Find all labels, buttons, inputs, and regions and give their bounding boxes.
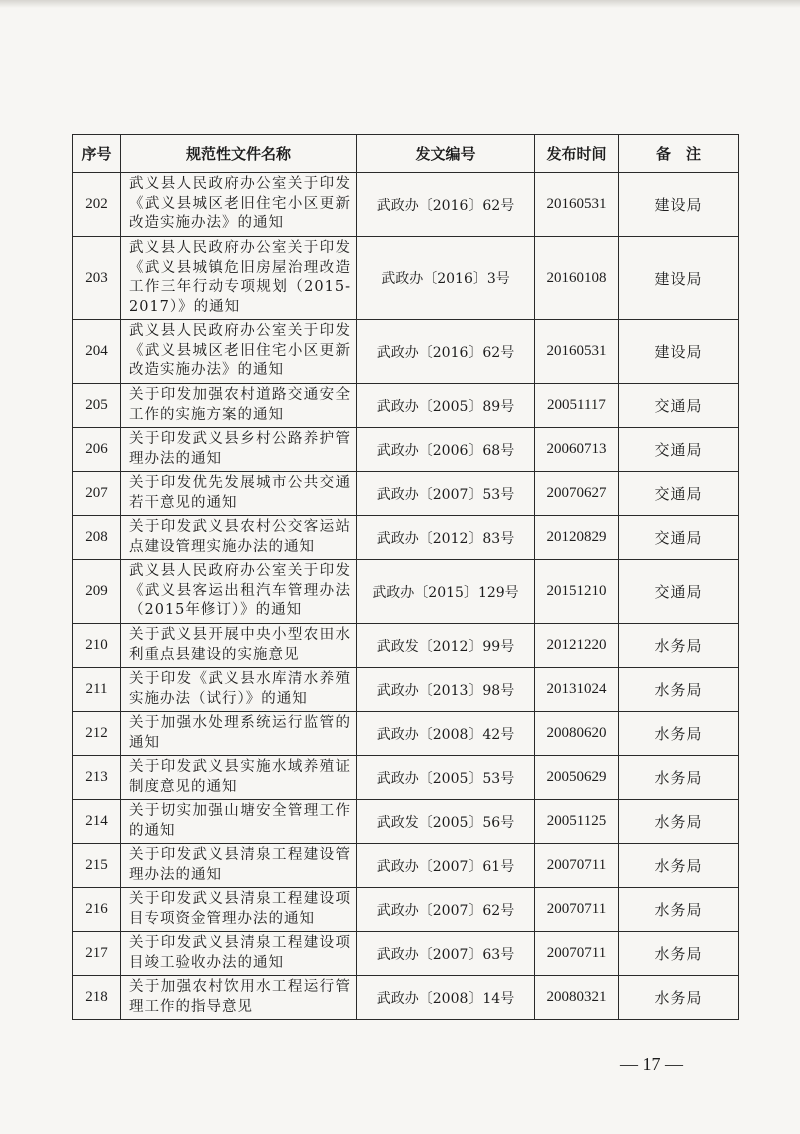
table-row	[73, 472, 739, 516]
row-date-cell: 20080321	[535, 976, 619, 1020]
row-note-cell: 交通局	[619, 428, 739, 472]
row-note-cell: 水务局	[619, 712, 739, 756]
row-doc-no-cell: 武政办〔2007〕61号	[357, 844, 535, 888]
table-row	[73, 844, 739, 888]
table-row	[73, 800, 739, 844]
row-name-cell: 关于印发优先发展城市公共交通若干意见的通知	[121, 472, 357, 516]
row-note-cell: 建设局	[619, 237, 739, 320]
row-name-cell: 武义县人民政府办公室关于印发《武义县客运出租汽车管理办法（2015年修订）》的通知	[121, 560, 357, 624]
row-name-cell: 关于武义县开展中央小型农田水利重点县建设的实施意见	[121, 624, 357, 668]
row-date-cell: 20120829	[535, 516, 619, 560]
header-note: 备 注	[619, 135, 739, 173]
row-note-cell: 水务局	[619, 888, 739, 932]
row-doc-no-cell: 武政办〔2005〕89号	[357, 384, 535, 428]
page-number: — 17 —	[620, 1054, 683, 1074]
row-seq-cell: 217	[73, 932, 121, 976]
row-doc-no-cell: 武政办〔2008〕14号	[357, 976, 535, 1020]
row-seq-cell: 213	[73, 756, 121, 800]
table-row	[73, 756, 739, 800]
table-row	[73, 173, 739, 237]
row-note-cell: 水务局	[619, 932, 739, 976]
row-doc-no-cell: 武政办〔2016〕62号	[357, 320, 535, 384]
row-seq-cell: 214	[73, 800, 121, 844]
row-note-cell: 水务局	[619, 844, 739, 888]
row-doc-no-cell: 武政办〔2005〕53号	[357, 756, 535, 800]
row-name-cell: 武义县人民政府办公室关于印发《武义县城镇危旧房屋治理改造工作三年行动专项规划（2015-2017）》的通知	[121, 237, 357, 320]
row-name-cell: 关于印发武义县清泉工程建设管理办法的通知	[121, 844, 357, 888]
row-doc-no-cell: 武政发〔2005〕56号	[357, 800, 535, 844]
row-date-cell: 20070711	[535, 888, 619, 932]
row-date-cell: 20051125	[535, 800, 619, 844]
row-doc-no-cell: 武政办〔2015〕129号	[357, 560, 535, 624]
row-name-cell: 关于印发《武义县水库清水养殖实施办法（试行）》的通知	[121, 668, 357, 712]
row-name-cell: 关于加强农村饮用水工程运行管理工作的指导意见	[121, 976, 357, 1020]
table-row	[73, 668, 739, 712]
row-seq-cell: 205	[73, 384, 121, 428]
row-seq-cell: 210	[73, 624, 121, 668]
table-row	[73, 712, 739, 756]
row-name-cell: 关于印发武义县清泉工程建设项目专项资金管理办法的通知	[121, 888, 357, 932]
row-seq-cell: 211	[73, 668, 121, 712]
row-seq-cell: 212	[73, 712, 121, 756]
table-row	[73, 976, 739, 1020]
row-doc-no-cell: 武政发〔2012〕99号	[357, 624, 535, 668]
row-date-cell: 20121220	[535, 624, 619, 668]
row-date-cell: 20131024	[535, 668, 619, 712]
table-row	[73, 624, 739, 668]
row-seq-cell: 202	[73, 173, 121, 237]
row-note-cell: 交通局	[619, 516, 739, 560]
row-name-cell: 关于印发武义县农村公交客运站点建设管理实施办法的通知	[121, 516, 357, 560]
row-name-cell: 关于加强水处理系统运行监管的通知	[121, 712, 357, 756]
row-seq-cell: 209	[73, 560, 121, 624]
row-name-cell: 关于印发武义县乡村公路养护管理办法的通知	[121, 428, 357, 472]
header-doc-no: 发文编号	[357, 135, 535, 173]
row-note-cell: 水务局	[619, 976, 739, 1020]
table-body	[73, 173, 739, 1020]
header-name: 规范性文件名称	[121, 135, 357, 173]
row-note-cell: 水务局	[619, 624, 739, 668]
row-seq-cell: 204	[73, 320, 121, 384]
row-doc-no-cell: 武政办〔2007〕63号	[357, 932, 535, 976]
table-row	[73, 428, 739, 472]
row-doc-no-cell: 武政办〔2012〕83号	[357, 516, 535, 560]
row-seq-cell: 208	[73, 516, 121, 560]
row-name-cell: 武义县人民政府办公室关于印发《武义县城区老旧住宅小区更新改造实施办法》的通知	[121, 173, 357, 237]
table-row	[73, 932, 739, 976]
row-doc-no-cell: 武政办〔2016〕3号	[357, 237, 535, 320]
row-date-cell: 20151210	[535, 560, 619, 624]
row-date-cell: 20160531	[535, 320, 619, 384]
row-date-cell: 20060713	[535, 428, 619, 472]
row-note-cell: 建设局	[619, 173, 739, 237]
header-date: 发布时间	[535, 135, 619, 173]
table-row	[73, 320, 739, 384]
row-date-cell: 20080620	[535, 712, 619, 756]
row-note-cell: 交通局	[619, 560, 739, 624]
row-date-cell: 20070711	[535, 844, 619, 888]
row-doc-no-cell: 武政办〔2006〕68号	[357, 428, 535, 472]
table-row	[73, 237, 739, 320]
table-row	[73, 560, 739, 624]
table-row	[73, 888, 739, 932]
row-seq-cell: 215	[73, 844, 121, 888]
row-name-cell: 关于切实加强山塘安全管理工作的通知	[121, 800, 357, 844]
header-seq: 序号	[73, 135, 121, 173]
row-doc-no-cell: 武政办〔2013〕98号	[357, 668, 535, 712]
table-header-row	[73, 135, 739, 173]
regulation-document-table	[72, 134, 739, 1020]
row-name-cell: 武义县人民政府办公室关于印发《武义县城区老旧住宅小区更新改造实施办法》的通知	[121, 320, 357, 384]
row-note-cell: 交通局	[619, 384, 739, 428]
table-row	[73, 516, 739, 560]
row-seq-cell: 206	[73, 428, 121, 472]
row-seq-cell: 207	[73, 472, 121, 516]
row-date-cell: 20070711	[535, 932, 619, 976]
row-seq-cell: 218	[73, 976, 121, 1020]
row-name-cell: 关于印发武义县实施水域养殖证制度意见的通知	[121, 756, 357, 800]
row-note-cell: 水务局	[619, 668, 739, 712]
row-date-cell: 20050629	[535, 756, 619, 800]
row-name-cell: 关于印发加强农村道路交通安全工作的实施方案的通知	[121, 384, 357, 428]
row-doc-no-cell: 武政办〔2016〕62号	[357, 173, 535, 237]
row-note-cell: 水务局	[619, 756, 739, 800]
row-seq-cell: 216	[73, 888, 121, 932]
row-doc-no-cell: 武政办〔2008〕42号	[357, 712, 535, 756]
table-row	[73, 384, 739, 428]
page-top-edge	[0, 0, 800, 8]
row-note-cell: 水务局	[619, 800, 739, 844]
row-doc-no-cell: 武政办〔2007〕62号	[357, 888, 535, 932]
row-date-cell: 20160108	[535, 237, 619, 320]
row-note-cell: 交通局	[619, 472, 739, 516]
row-date-cell: 20070627	[535, 472, 619, 516]
row-name-cell: 关于印发武义县清泉工程建设项目竣工验收办法的通知	[121, 932, 357, 976]
row-date-cell: 20160531	[535, 173, 619, 237]
row-doc-no-cell: 武政办〔2007〕53号	[357, 472, 535, 516]
row-note-cell: 建设局	[619, 320, 739, 384]
row-date-cell: 20051117	[535, 384, 619, 428]
row-seq-cell: 203	[73, 237, 121, 320]
